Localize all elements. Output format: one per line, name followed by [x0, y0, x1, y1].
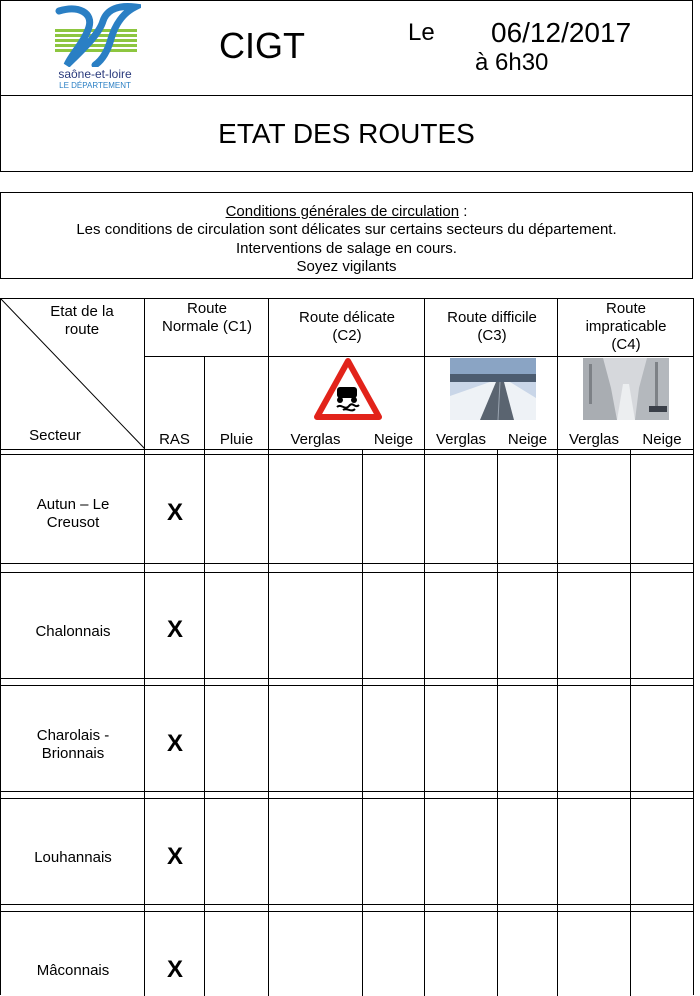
- header-box: [0, 0, 693, 96]
- group-header-c3: Route difficile (C3): [447, 309, 537, 344]
- date-prefix: Le: [408, 19, 435, 46]
- org-name: CIGT: [219, 25, 305, 66]
- slippery-road-sign-icon: [313, 357, 383, 421]
- col-sep-c2: [424, 299, 425, 996]
- sector-name: Mâconnais: [36, 962, 110, 979]
- logo-mark-icon: [49, 3, 141, 67]
- conditions-line1: Les conditions de circulation sont délicates sur certains secteurs du département.: [76, 221, 617, 238]
- header-bottom: [1, 449, 693, 450]
- report-time: à 6h30: [475, 49, 549, 76]
- subheader-c3-verglas: Verglas: [435, 431, 487, 448]
- subheader-c2-neige: Neige: [373, 431, 414, 448]
- subcol-sep-4: [630, 449, 631, 996]
- group-header-c1: Route Normale (C1): [161, 300, 252, 335]
- row-sep-1a: [1, 563, 693, 564]
- subheader-pluie: Pluie: [219, 431, 254, 448]
- subheader-ras: RAS: [159, 431, 190, 448]
- group-header-c4: Route impraticable (C4): [585, 300, 667, 353]
- row-sep-0: [1, 454, 693, 455]
- conditions-line2: Interventions de salage en cours.: [236, 240, 457, 257]
- conditions-line3: Soyez vigilants: [296, 258, 397, 275]
- conditions-heading-line: [1, 203, 692, 221]
- subheader-c3-neige: Neige: [507, 431, 548, 448]
- row-sep-1b: [1, 572, 693, 573]
- corner-label-sector: Secteur: [29, 427, 81, 444]
- row-sep-3a: [1, 791, 693, 792]
- status-mark: X: [166, 499, 183, 526]
- subheader-c4-verglas: Verglas: [568, 431, 620, 448]
- department-logo: [49, 3, 141, 93]
- sector-name: Chalonnais: [35, 623, 111, 640]
- row-sep-4a: [1, 904, 693, 905]
- subcol-sep-1: [204, 356, 205, 996]
- status-mark: X: [166, 616, 183, 643]
- logo-text-line2: LE DÉPARTEMENT: [59, 81, 131, 90]
- road-state-table: [0, 298, 694, 995]
- subcol-sep-2: [362, 449, 363, 996]
- row-sep-3b: [1, 798, 693, 799]
- col-sep-sector: [144, 299, 145, 996]
- sector-name: Louhannais: [34, 849, 112, 866]
- row-sep-2a: [1, 678, 693, 679]
- subheader-c4-neige: Neige: [642, 431, 682, 448]
- col-sep-c1: [268, 299, 269, 996]
- conditions-colon: :: [463, 203, 468, 220]
- status-mark: X: [166, 956, 183, 983]
- page-title: ETAT DES ROUTES: [218, 118, 475, 149]
- status-mark: X: [166, 843, 183, 870]
- conditions-heading: Conditions générales de circulation: [225, 203, 460, 220]
- status-mark: X: [166, 730, 183, 757]
- row-sep-4b: [1, 911, 693, 912]
- conditions-box: [0, 192, 693, 279]
- difficult-road-photo: [450, 358, 536, 420]
- logo-text-line1: saône-et-loire: [58, 67, 132, 81]
- row-sep-2b: [1, 685, 693, 686]
- header-divider: [145, 356, 693, 357]
- subheader-c2-verglas: Verglas: [290, 431, 341, 448]
- sector-name: Charolais - Brionnais: [36, 727, 110, 762]
- impassable-road-photo: [583, 358, 669, 420]
- group-header-c2: Route délicate (C2): [299, 309, 395, 344]
- title-box: [0, 95, 693, 172]
- corner-label-state: Etat de la route: [50, 303, 114, 338]
- subcol-sep-3: [497, 449, 498, 996]
- col-sep-c3: [557, 299, 558, 996]
- report-date: 06/12/2017: [491, 17, 632, 48]
- sector-name: Autun – Le Creusot: [36, 496, 110, 531]
